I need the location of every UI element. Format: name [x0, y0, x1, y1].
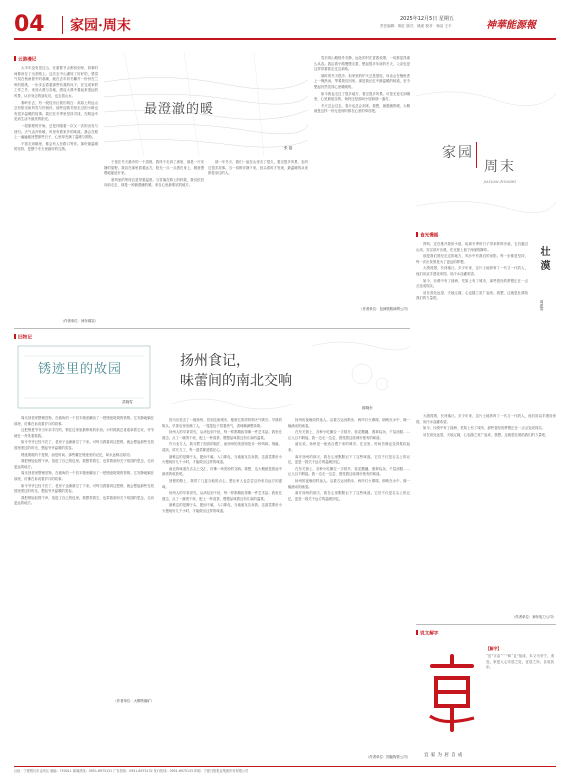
- article-warmth-continued: [314, 56, 410, 302]
- footer-info: 社址：宁夏银川市金凤区 邮编：750011 新闻热线：0951-6975131 广告热线：0951-6975132 发行热线：0951-6975133 印刷：宁夏日报报业集团印务有限公司: [14, 769, 249, 773]
- paragraph: 不管走到哪里，都会有人在路口等你。那份最温暖的坚持，是整个冬天里最好的礼物。: [14, 141, 98, 152]
- paragraph: 如今我也走过了很多地方，看过很多风景。可是无论走到哪里，心里最惦念的，始终还是那间小屋和那一盏灯。: [314, 91, 410, 102]
- mid-divider: [14, 328, 410, 329]
- paragraph: 扬州人的早茶讲究，从汤包到干丝，每一样都精致得像一件艺术品。我坐在窗边，点了一碗烫干丝，配上一杯清茶，慢慢品味着这份江南的温柔。: [162, 491, 282, 501]
- calligraphy-divider: [416, 624, 556, 625]
- paragraph: 如今爷爷已经不在了，老房子也渐渐空了下来。可每当我看到这把锁，就会想起那些在故园里度过的时光，想起爷爷温暖的笑容。: [14, 440, 154, 450]
- article-travel-body: [14, 66, 98, 316]
- paragraph: 我把锁轻轻擦干净，放进了自己的包里。我想带着它，也带着那份关于故园的思念，走向更远的地方。: [14, 495, 154, 506]
- header-separator: [62, 16, 63, 34]
- poem-body: [416, 242, 528, 410]
- paragraph: 如今爷爷已经不在了，老房子也渐渐空了下来。可每当我看到这把锁，就会想起那些在故园里度过的时光，想起爷爷温暖的笑容。: [14, 483, 154, 494]
- page-header: [0, 0, 570, 50]
- paragraph: 大漠孤烟，长河落日。多少年来，这片土地养育了一代又一代的人，他们用双手建设家园，用汗水浇灌希望。: [416, 266, 528, 276]
- article-title-yangzhou-line1: 扬州食记，: [180, 353, 250, 369]
- paragraph: 这把锁是爷爷当年亲手打的，锁住过家里最珍贵的东西。小时候我总喜欢拿着它玩，爷爷就在一旁笑着看我。: [14, 428, 154, 438]
- paragraph: 大半年没有见过山，在重要节点都回到家，同事时间都用在了出差路上。这次去中山湖转了好好的，感觉气氛在秋雨曾中的寒潮，就在去年初冬翻开一份份在兰州的报纸，一步步去看看那些有我的孩子，在完成家的工作之外，来到大漠与各地，感叹大漠中看起来很远的风景，认识身边的朋友们，也去看山水。: [14, 66, 98, 98]
- paragraph: 朔风，还在推开我的小屋，给那冬季的日子带来阵阵冷意。它们越过山岗，穿过那片沙漠，在戈壁上留下深深的脚印。: [416, 242, 528, 252]
- paragraph: 回程的路上，我带了几盒当地的点心，想让家人也尝尝这份来自远方的滋味。: [162, 478, 282, 489]
- article-rust-body: [14, 416, 154, 696]
- article-yangzhou-signoff: （作者单位：国能物资公司）: [365, 755, 410, 759]
- section-tag-explain-words: 说文解字: [416, 630, 438, 636]
- article-warmth-body-right: [208, 160, 308, 312]
- paragraph: 那是我们曾经走过的地方，风沙中有我们的身影。每一步都是坚持，每一次出发都是为了更远的梦想。: [416, 254, 528, 264]
- calligraphy-box: [416, 640, 556, 764]
- poem-body-continued: [416, 414, 556, 612]
- calligraphy-note-title: 【解字】: [486, 646, 502, 651]
- paragraph: 扬州的夜晚同样迷人。沿着古运河散步，两岸灯火璀璨，倒映在水中，像一幅流动的画卷。: [288, 418, 410, 428]
- article-yangzhou-body-left: [162, 418, 282, 768]
- paragraph: 那时的冬天很冷，但家里的炉火总是很旺。母亲会在锅里煮上一锅热汤，等着我们回家。那是我记忆中最温暖的味道，至今想起仍然觉得心里暖暖的。: [314, 73, 410, 89]
- article-warmth-body-left: [104, 160, 204, 312]
- footer-rule: [14, 766, 556, 767]
- calligraphy-note-text: “宜”字由“宀”和“且”组成，本义为安宁、适宜。家是人心安放之处，宜居之所，自成其乐。: [486, 654, 554, 670]
- paragraph: 如今，沙漠中有了绿洲，荒原上有了城市，那些曾经的梦想正在一点点变成现实。: [423, 426, 546, 431]
- article-title-yangzhou-line2: 味蕾间的南北交响: [180, 373, 292, 389]
- paragraph: 锈迹斑斑的不是锁，而是时间。那些藏在锈迹里的记忆，却永远鲜活如初。: [21, 452, 133, 457]
- paragraph: 离开扬州的那天，我在心里默默记下了这些味道。它们不仅是舌尖上的记忆，更是一段关于远方的温暖回忆。: [288, 454, 410, 465]
- section-tag-old-things: 旧物记: [14, 334, 32, 340]
- newspaper-logo: 神華能源報: [486, 20, 536, 31]
- article-title-rust: 锈迹里的故园: [38, 362, 123, 377]
- article-title-rust-line1: [38, 358, 122, 377]
- paragraph: 离开扬州的那天，我在心里默默记下了这些味道。它们不仅是舌尖上的记忆，更是一段关于远方的温暖回忆。: [288, 491, 410, 501]
- paragraph: 雪后的山路格外安静，远处的村庄冒着炊烟，一切都显得那么从容。我沿着小路慢慢走着，想起很多年前的冬天，父亲也是这样带着我走过这条路。: [314, 56, 410, 72]
- paragraph: 那一年冬天，我们一起在山里走了很久，看过很多风景，也听过很多故事。当一切都安静下来，回头看时才发现，最温暖的从来都是身边的人。: [208, 160, 308, 176]
- paragraph: 站在高处远望，天地辽阔，心也随之宽广起来。我想，这就是壮漠给我们的力量吧。: [416, 290, 528, 301]
- brand-panel: [416, 56, 556, 226]
- paragraph: 秦岭东去，有一段经历让我们明白：高原上的远山总有阳光和风雪与你相伴，那些迎着冬阳走过的小路也有很多温暖的故事。我们在冬季里坚持寻找，在路途中见到生活中最美的阳光。: [14, 100, 98, 122]
- paragraph: 南北的味道在舌尖上交汇，仿佛一场美妙的交响。我想，这大概就是旅途中最美的收获吧。: [162, 466, 282, 477]
- paragraph: 如今，沙漠中有了绿洲，荒原上有了城市，那些曾经的梦想正在一点点变成现实。: [416, 278, 528, 289]
- editor-line: 责任编辑：陈红 版式：姚姜 校对：杨洁 王丰: [380, 24, 452, 28]
- poem-author: 周建英: [540, 300, 544, 311]
- rust-frame-graphic: [14, 342, 154, 412]
- article-rust-signoff: （作者单位：大柳塔煤矿）: [113, 699, 154, 703]
- paragraph: 作为北方人，我习惯了面食的粗犷，而扬州的美食则是另一种风味。细腻、清淡、讲究刀工，每一道菜都透着匠心。: [162, 442, 282, 452]
- paragraph: 朋友说，扬州是一座适合慢下来的城市。在这里，时间仿佛也变得柔软起来。: [288, 442, 410, 452]
- paragraph: 最难忘的是狮子头，肥而不腻，入口即化。当地朋友告诉我，这道菜要用小火慢炖好几个小时，才能做出这样的味道。: [162, 503, 282, 513]
- paragraph: 因为出差去了一趟扬州，初到这座城市，便被它浓浓的烟火气吸引。早晨的街头，早茶店里坐满了人，一笼笼包子冒着热气，香味飘满整条街。: [162, 418, 282, 428]
- paragraph: 最难忘的是狮子头，肥而不腻，入口即化。当地朋友告诉我，这道菜要用小火慢炖好几个小时，才能做出这样的味道。: [162, 454, 282, 465]
- article-title-warmth: 最澄澈的暖: [144, 102, 215, 117]
- paragraph: 大漠孤烟，长河落日。多少年来，这片土地养育了一代又一代的人，他们用双手建设家园，用汗水浇灌希望。: [416, 414, 556, 424]
- paragraph: 周末回老家整理旧物，在墙角的一个旧木箱里翻出了一把锈迹斑斑的铁锁。它安静地躺在那里，仿佛在诉说着岁月的故事。: [14, 471, 154, 481]
- article-travel-signoff: （作者单位：神东煤炭）: [60, 319, 98, 323]
- poem-signoff: （作者单位：神东电力公司）: [511, 615, 556, 619]
- section-tag-food-slow: 食光慢摇: [416, 232, 438, 238]
- calligraphy-caption: 宜 家 为 居 自 成: [424, 753, 463, 758]
- paragraph: 于是在冬天最冷的一个清晨，我终于走到了那里，那是一片安静的原野。我站在那里看着远方，阳光一点一点洒在身上，暖意慢慢地蔓延开来。: [104, 160, 204, 176]
- poem-title: 壮漠: [538, 246, 549, 274]
- title-block-rust: [14, 342, 154, 412]
- paragraph: 一段旅程的开始，总是伴随着一次又一次的出发与回归。天气由冷转暖，风里有着家乡的味道。我会在路上一遍遍地回想那些日子，心里却充满了温暖与期待。: [14, 123, 98, 140]
- article-warmth-signoff: （作者单位：包神铁路神朔公司）: [359, 307, 410, 311]
- paragraph: 我把锁轻轻擦干净，放进了自己的包里。我想带着它，也带着那份关于故园的思念，走向更远的地方。: [14, 459, 154, 469]
- brand-pinyin: JIAYUAN ZHOUMO: [484, 180, 517, 184]
- paragraph: 在东关街上，各种小吃摊位一字排开，桂花糖藕、翡翠烧卖、千层油糕……让人目不暇接。我一边走一边尝，感受着这座城市独有的味道。: [288, 430, 410, 440]
- paragraph: 冬天总会过去，春天也总会到来。我想，最澄澈的暖，大概就是这样一份无论何时都在心里的牵挂吧。: [314, 103, 410, 114]
- calligraphy-seal-graphic: [424, 646, 480, 738]
- section-tag-travel: 云游漫记: [14, 56, 36, 62]
- author-warmth: 张 磊: [284, 146, 293, 150]
- brand-vertical-bottom: 周末: [484, 159, 516, 175]
- page-number: 04: [14, 12, 45, 37]
- author-yangzhou: 薛晓东: [362, 406, 373, 410]
- ink-wash-graphic: [416, 56, 556, 226]
- issue-date: 2025年12月5日 星期五: [400, 16, 454, 22]
- section-title: 家园·周末: [70, 18, 131, 34]
- paragraph: 在东关街上，各种小吃摊位一字排开，桂花糖藕、翡翠烧卖、千层油糕……让人目不暇接。我一边走一边尝，感受着这座城市独有的味道。: [288, 466, 410, 477]
- paragraph: 扬州人的早茶讲究，从汤包到干丝，每一样都精致得像一件艺术品。我坐在窗边，点了一碗烫干丝，配上一杯清茶，慢慢品味着这份江南的温柔。: [162, 430, 282, 440]
- author-rust: 武晓雪: [122, 400, 133, 404]
- paragraph: 周末回老家整理旧物，在墙角的一个旧木箱里翻出了一把锈迹斑斑的铁锁。它安静地躺在那里，仿佛在诉说着岁月的故事。: [14, 416, 154, 426]
- brand-vertical-top: 家园: [442, 145, 474, 161]
- paragraph: 寒风里的等待总是带着温度。当雪落在路上的时候，我们依旧向前走去，那是一种最澄澈的暖，来自心里最柔软的地方。: [104, 177, 204, 188]
- title-block-warmth: [104, 52, 308, 156]
- title-block-yangzhou: [162, 334, 410, 416]
- article-yangzhou-body-right: [288, 418, 410, 752]
- header-rule: [14, 38, 556, 40]
- paragraph: 扬州的夜晚同样迷人。沿着古运河散步，两岸灯火璀璨，倒映在水中，像一幅流动的画卷。: [288, 478, 410, 489]
- paragraph: 站在高处远望，天地辽阔，心也随之宽广起来。我想，这就是壮漠给我们的力量吧。: [423, 432, 549, 437]
